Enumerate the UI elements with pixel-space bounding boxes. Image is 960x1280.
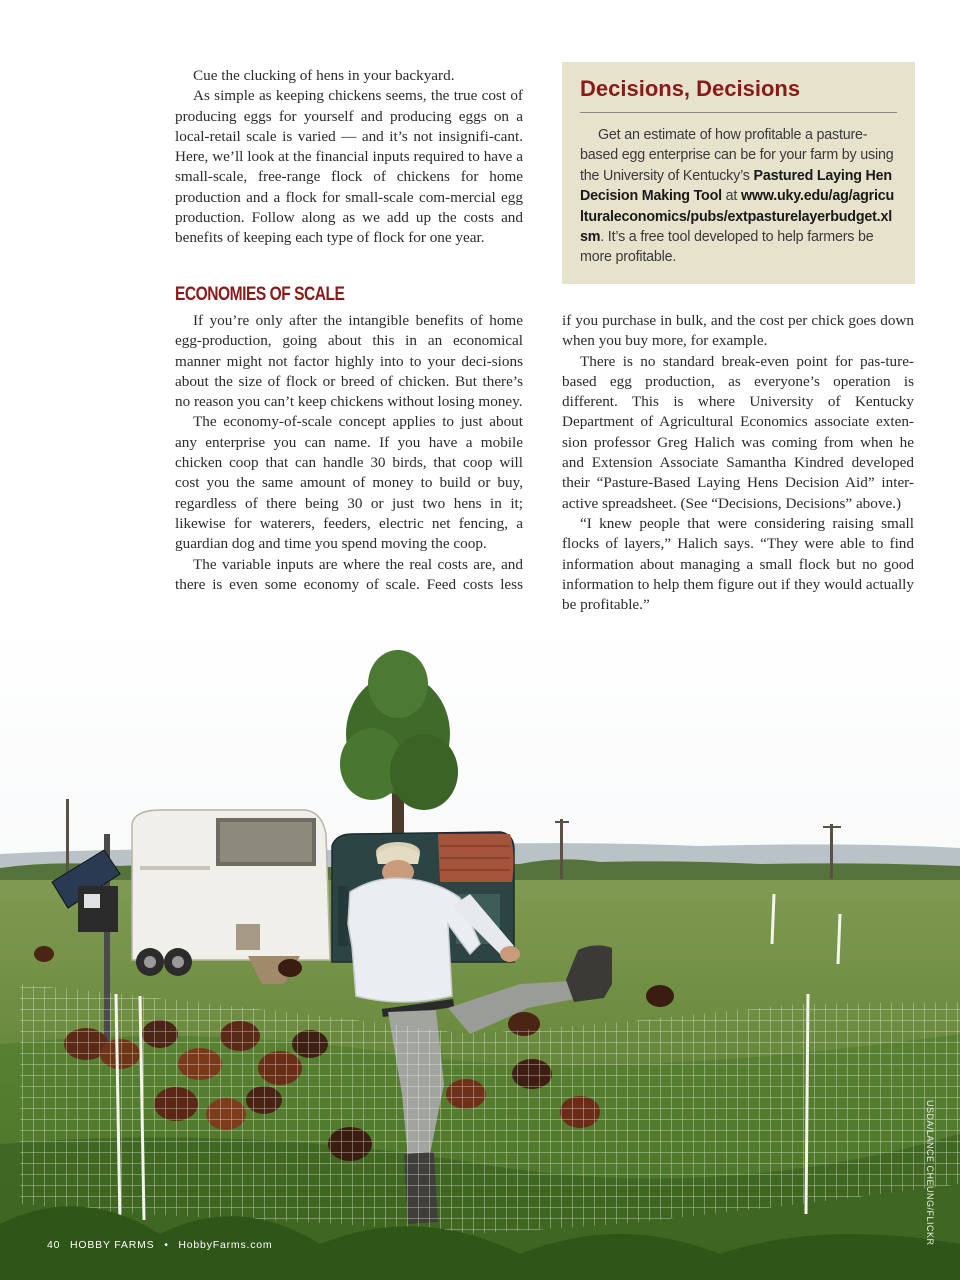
footer-separator: • xyxy=(164,1239,169,1251)
magazine-name: HOBBY FARMS xyxy=(70,1239,155,1251)
sidebar-body xyxy=(580,125,897,268)
section-heading: ECONOMIES OF SCALE xyxy=(175,284,345,305)
sidebar-text: . It’s a free tool developed to help farmers be more profitable. xyxy=(580,229,874,266)
intro-paragraph: Cue the clucking of hens in your backyard. xyxy=(193,67,455,84)
intro-column xyxy=(175,66,523,249)
sidebar-text: at xyxy=(721,188,741,205)
right-column xyxy=(562,311,914,615)
page-footer xyxy=(47,1239,278,1251)
website-link[interactable]: HobbyFarms.com xyxy=(178,1239,273,1251)
sidebar-box xyxy=(562,62,915,284)
left-column xyxy=(175,311,523,595)
intro-paragraph: As simple as keeping chickens seems, the true cost of producing eggs for yourself and producing eggs on a local-retail scale is varied — and it’s not insignifi-cant. Here, we’ll look at the financial inputs required to have a small-scale, free-range flock of chickens for home production and a flock for small-scale com-mercial egg production. Follow along as we add up the costs and benefits of keeping each type of flock for one year. xyxy=(175,87,523,247)
tool-url-link[interactable]: www.uky.edu/ag/agriculturaleconomics/pubs/extpasturelayerbudget.xlsm xyxy=(580,188,895,246)
sidebar-title: Decisions, Decisions xyxy=(580,76,801,101)
body-paragraph: The variable inputs are where the real costs are, and there is even some economy of scale. Feed costs less xyxy=(175,555,523,593)
body-paragraph: if you purchase in bulk, and the cost per chick goes down when you buy more, for example. xyxy=(562,312,914,350)
body-paragraph: “I knew people that were considering raising small flocks of layers,” Halich says. “They were able to find information about managing a small flock but no good information to help them figure out if they would actually be profitable.” xyxy=(562,514,914,614)
sidebar-divider xyxy=(580,112,897,113)
body-paragraph: If you’re only after the intangible benefits of home egg-production, going about this in an economical manner might not factor highly into to your deci-sions about the size of flock or breed of chicken. But there’s no reason you can’t keep chickens without losing money. xyxy=(175,312,523,411)
body-paragraph: The economy-of-scale concept applies to just about any enterprise you can name. If you have a mobile chicken coop that can handle 30 birds, that coop will cost you the same amount of money to build or buy, regardless of there being 30 or just two hens in it; likewise for waterers, feeders, electric net fencing, a guardian dog and time you spend moving the coop. xyxy=(175,413,523,553)
sidebar-text: Get an estimate of how profitable a pasture-based egg enterprise can be for your farm by using the University of Kentucky’s xyxy=(580,127,894,184)
farm-photo xyxy=(0,624,960,1280)
photo-credit: USDA/LANCE CHEUNG/FLICKR xyxy=(925,1100,935,1246)
page-number: 40 xyxy=(47,1239,61,1251)
body-paragraph: There is no standard break-even point for pas-ture-based egg production, as everyone’s operation is different. This is where University of Kentucky Department of Agricultural Economics associate exten-sion professor Greg Halich was coming from when he and Extension Associate Samantha Kindred developed their “Pasture-Based Laying Hens Decision Aid” inter-active spreadsheet. (See “Decisions, Decisions” above.) xyxy=(562,352,914,512)
tool-name: Pastured Laying Hen Decision Making Tool xyxy=(580,167,892,205)
